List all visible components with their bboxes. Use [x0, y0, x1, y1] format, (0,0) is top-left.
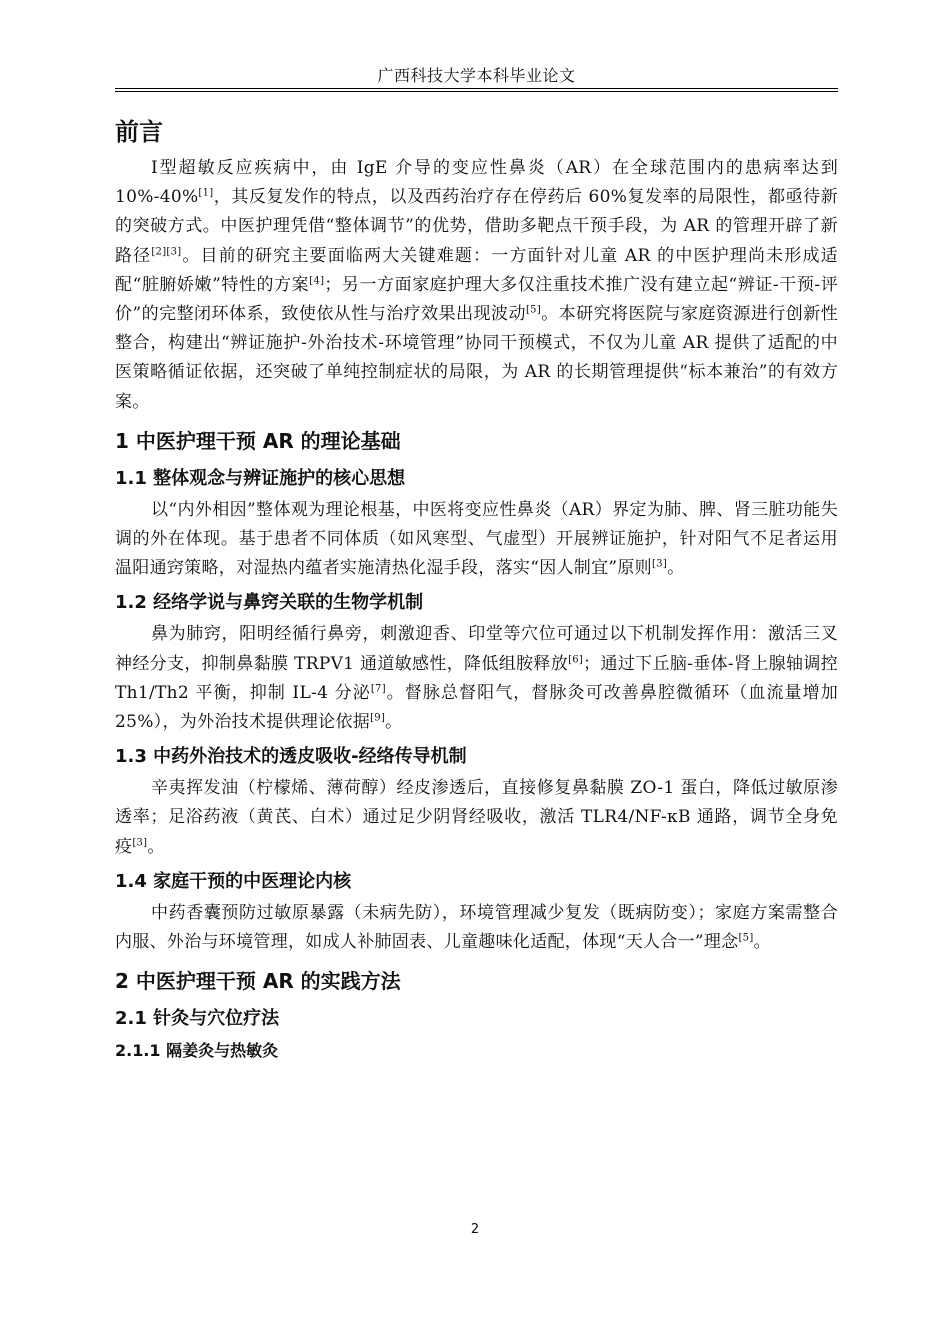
section-1-2-heading: 1.2 经络学说与鼻窍关联的生物学机制: [115, 592, 424, 614]
text-run: ，其反复发作的特点，以及西药治疗存在停药后 60%复发率的局限性，都亟待新的突破方式。中医护理凭借“整体调节”的优势，借助多靶点干预手段，为 AR 的管理开辟了新路径: [115, 187, 838, 266]
citation: [1]: [198, 187, 214, 199]
section-1-4-paragraph: [115, 899, 838, 957]
section-2-heading: 2 中医护理干预 AR 的实践方法: [115, 969, 401, 994]
text-run: 。目前的研究主要面临两大关键难题：一方面针对儿童 AR 的中医护理尚未形成适配“脏腑娇嫩”特性的方案: [115, 245, 838, 295]
text-run: 。: [147, 836, 165, 857]
section-1-4-heading: 1.4 家庭干预的中医理论内核: [115, 870, 352, 892]
text-run: Ⅰ型超敏反应疾病中，由 IgE 介导的变应性鼻炎（AR）在全球范围内的患病率达到 10%-40%: [115, 158, 838, 208]
section-1-3-heading: 1.3 中药外治技术的透皮吸收-经络传导机制: [115, 746, 467, 768]
page-number: 2: [470, 1222, 480, 1237]
text-run: 辛夷挥发油（柠檬烯、薄荷醇）经皮渗透后，直接修复鼻黏膜 ZO-1 蛋白，降低过敏原渗透率；足浴药液（黄芪、白术）通过足少阴肾经吸收，激活 TLR4/NF-κB 通路，调节全身免疫: [115, 778, 838, 857]
citation: [2][3]: [151, 245, 182, 257]
text-run: ；通过下丘脑-垂体-肾上腺轴调控 Th1/Th2 平衡，抑制 IL-4 分泌: [115, 653, 838, 703]
citation: [9]: [370, 712, 386, 724]
text-run: 中药香囊预防过敏原暴露（未病先防），环境管理减少复发（既病防变）；家庭方案需整合内服、外治与环境管理，如成人补肺固表、儿童趣味化适配，体现“天人合一”理念: [115, 902, 838, 953]
text-run: 。: [385, 712, 403, 733]
running-header: 广西科技大学本科毕业论文: [377, 66, 576, 85]
citation: [3]: [132, 837, 148, 848]
text-run: 鼻为肺窍，阳明经循行鼻旁，刺激迎香、印堂等穴位可通过以下机制发挥作用：激活三叉神经分支，抑制鼻黏膜 TRPV1 通道敏感性，降低组胺释放: [115, 624, 838, 674]
section-2-1-1-heading: 2.1.1 隔姜灸与热敏灸: [115, 1041, 279, 1061]
preface-heading: 前言: [115, 118, 163, 146]
citation: [4]: [309, 275, 325, 287]
section-1-2-paragraph: [115, 620, 838, 737]
page-content: [115, 110, 838, 1066]
section-2-1-heading: 2.1 针灸与穴位疗法: [115, 1008, 280, 1030]
citation: [7]: [370, 683, 386, 695]
text-run: ；另一方面家庭护理大多仅注重技术推广没有建立起“辨证-干预-评价”的完整闭环体系，致使依从性与治疗效果出现波动: [115, 274, 839, 325]
citation: [3]: [651, 558, 668, 570]
text-run: 。: [753, 932, 771, 953]
citation: [6]: [568, 653, 584, 665]
text-run: 。: [667, 558, 685, 579]
section-1-1-heading: 1.1 整体观念与辨证施护的核心思想: [115, 467, 406, 489]
section-1-heading: 1 中医护理干预 AR 的理论基础: [115, 428, 401, 453]
text-run: 。督脉总督阳气，督脉灸可改善鼻腔微循环（血流量增加 25%），为外治技术提供理论依据: [115, 682, 838, 733]
section-1-1-paragraph: [115, 496, 838, 584]
preface-paragraph: [115, 154, 838, 417]
citation: [5]: [525, 304, 542, 316]
section-1-3-paragraph: [115, 774, 838, 862]
citation: [5]: [738, 932, 754, 944]
text-run: 。本研究将医院与家庭资源进行创新性整合，构建出“辨证施护-外治技术-环境管理”协同干预模式，不仅为儿童 AR 提供了适配的中医策略循证依据，还突破了单纯控制症状的局限，为 AR 的长期管理提供“标本兼治”的有效方案。: [115, 304, 839, 412]
header-rule: [115, 88, 838, 92]
text-run: 以“内外相因”整体观为理论根基，中医将变应性鼻炎（AR）界定为肺、脾、肾三脏功能失调的外在体现。基于患者不同体质（如风寒型、气虚型）开展辨证施护，针对阳气不足者运用温阳通窍策略，对湿热内蕴者实施清热化湿手段，落实“因人制宜”原则: [115, 499, 838, 579]
